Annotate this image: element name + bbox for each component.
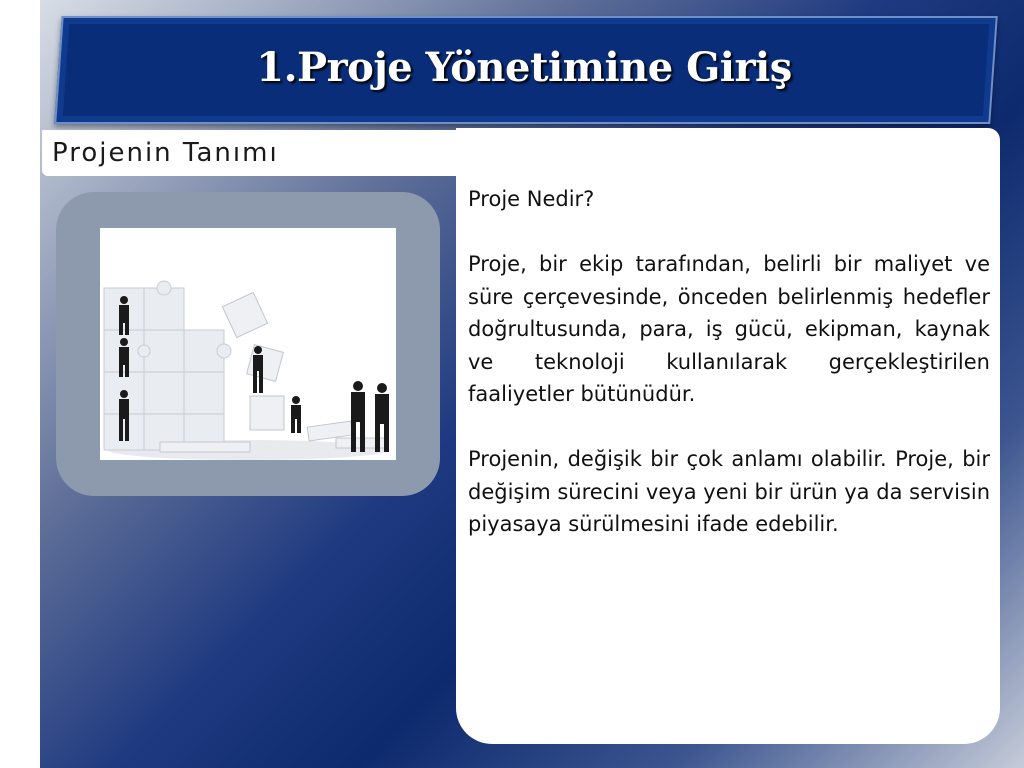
slide-title: 1.Proje Yönetimine Giriş (256, 44, 792, 91)
body-text (468, 183, 990, 573)
question-heading: Proje Nedir? (468, 187, 595, 211)
definition-paragraph: Proje, bir ekip tarafından, belirli bir maliyet ve süre çerçevesinde, önceden belirlenmiş hedefler doğrultusunda, para, iş gücü, ekipman, kaynak ve teknoloji kullanılarak gerçekleştirilen faaliyetler bütünüdür. (468, 252, 990, 406)
puzzle-team-image (100, 228, 396, 460)
puzzle-illustration (100, 228, 396, 460)
slide-subtitle: Projenin Tanımı (52, 138, 279, 168)
meaning-paragraph: Projenin, değişik bir çok anlamı olabilir. Proje, bir değişim sürecini veya yeni bir ürün ya da servisin piyasaya sürülmesini ifade edebilir. (468, 447, 990, 536)
